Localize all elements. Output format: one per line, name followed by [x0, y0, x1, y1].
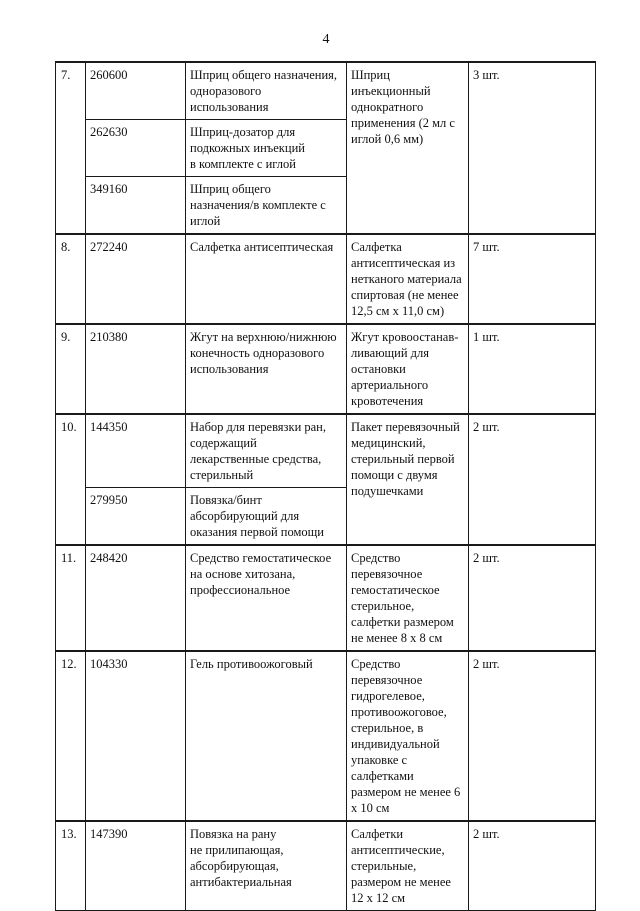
name-cell: Шприц общего назначения, одноразового использования: [186, 62, 347, 120]
table-row: [56, 545, 596, 651]
description-cell: Средство перевязочное гидрогелевое, противоожоговое, стерильное, в индивидуальной упаковке с салфетками размером не менее 6 x 10 см: [347, 651, 469, 821]
description-cell: Шприц инъекционный однократного применения (2 мл с иглой 0,6 мм): [347, 62, 469, 234]
code-cell: 104330: [86, 651, 186, 821]
row-number: 9.: [56, 324, 86, 414]
quantity-cell: 1 шт.: [469, 324, 596, 414]
description-cell: Пакет перевязочный медицинский, стерильный первой помощи с двумя подушечками: [347, 414, 469, 545]
name-cell: Салфетка антисептическая: [186, 234, 347, 324]
code-cell: 144350: [86, 414, 186, 488]
name-cell: Повязка на рану не прилипающая, абсорбирующая, антибактериальная: [186, 821, 347, 911]
name-cell: Гель противоожоговый: [186, 651, 347, 821]
code-cell: 279950: [86, 488, 186, 546]
code-cell: 260600: [86, 62, 186, 120]
table-row: [56, 414, 596, 488]
row-number: 10.: [56, 414, 86, 545]
row-number: 13.: [56, 821, 86, 911]
code-cell: 147390: [86, 821, 186, 911]
code-cell: 210380: [86, 324, 186, 414]
table-row: [56, 324, 596, 414]
table-row: [56, 651, 596, 821]
quantity-cell: 3 шт.: [469, 62, 596, 234]
table-row: [56, 234, 596, 324]
row-number: 11.: [56, 545, 86, 651]
name-cell: Шприц общего назначения/в комплекте с иглой: [186, 177, 347, 235]
quantity-cell: 7 шт.: [469, 234, 596, 324]
code-cell: 262630: [86, 120, 186, 177]
description-cell: Средство перевязочное гемостатическое стерильное, салфетки размером не менее 8 x 8 см: [347, 545, 469, 651]
quantity-cell: 2 шт.: [469, 821, 596, 911]
items-table: [55, 61, 596, 911]
page-number: 4: [322, 32, 330, 47]
code-cell: 272240: [86, 234, 186, 324]
description-cell: Салфетки антисептические, стерильные, размером не менее 12 x 12 см: [347, 821, 469, 911]
row-number: 12.: [56, 651, 86, 821]
table-row: [56, 62, 596, 120]
name-cell: Шприц-дозатор для подкожных инъекций в комплекте с иглой: [186, 120, 347, 177]
description-cell: Жгут кровоостанав- ливающий для остановки артериального кровотечения: [347, 324, 469, 414]
name-cell: Жгут на верхнюю/нижнюю конечность одноразового использования: [186, 324, 347, 414]
name-cell: Средство гемостатическое на основе хитозана, профессиональное: [186, 545, 347, 651]
name-cell: Набор для перевязки ран, содержащий лекарственные средства, стерильный: [186, 414, 347, 488]
row-number: 8.: [56, 234, 86, 324]
row-number: 7.: [56, 62, 86, 234]
code-cell: 349160: [86, 177, 186, 235]
quantity-cell: 2 шт.: [469, 414, 596, 545]
code-cell: 248420: [86, 545, 186, 651]
quantity-cell: 2 шт.: [469, 651, 596, 821]
table-row: [56, 821, 596, 911]
name-cell: Повязка/бинт абсорбирующий для оказания первой помощи: [186, 488, 347, 546]
description-cell: Салфетка антисептическая из нетканого материала спиртовая (не менее 12,5 см x 11,0 см): [347, 234, 469, 324]
quantity-cell: 2 шт.: [469, 545, 596, 651]
